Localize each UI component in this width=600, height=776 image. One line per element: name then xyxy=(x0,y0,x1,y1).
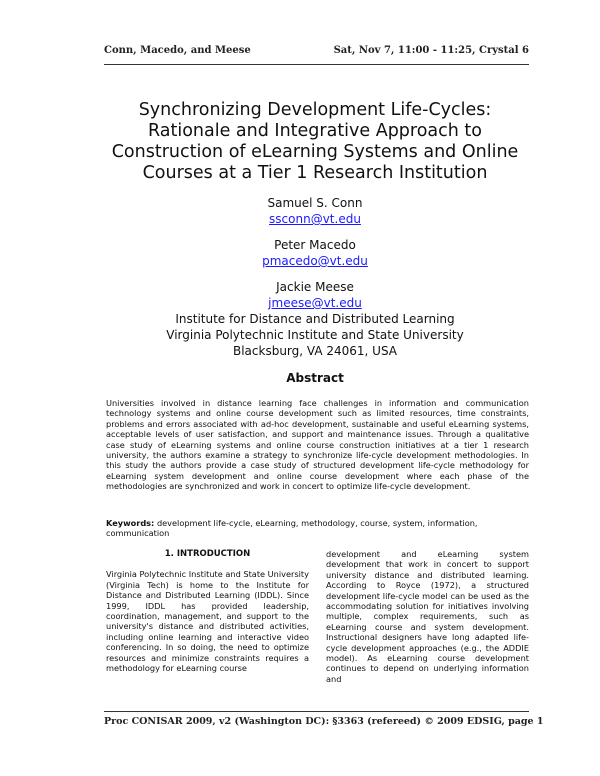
author-list xyxy=(100,195,530,359)
title-line: Synchronizing Development Life-Cycles: xyxy=(138,100,492,120)
affiliation-line: Virginia Polytechnic Institute and State University xyxy=(166,328,464,342)
abstract-body: Universities involved in distance learning face challenges in information and communication technology systems and online course development such as limited resources, time constraints, problems and errors associated with ad-hoc development, sustainable and useful eLearning systems, acceptable levels of user satisfaction, and support and maintenance issues. Through a qualitative case study of eLearning systems and online course construction initiatives at a tier 1 research university, the authors examine a strategy to synchronize life-cycle development methodologies. In this study the authors provide a case study of structured development life-cycle methodology for eLearning system development and online course development where each phase of the methodologies are synchronized and work in concert to optimize life-cycle development. xyxy=(106,398,529,492)
footer-rule xyxy=(104,711,529,712)
intro-right-column xyxy=(326,549,529,684)
affiliation-line: Institute for Distance and Distributed Learning xyxy=(175,312,455,326)
section-heading: 1. INTRODUCTION xyxy=(164,549,251,559)
author-macedo xyxy=(100,237,530,269)
author-name: Jackie Meese xyxy=(276,280,354,294)
keywords xyxy=(106,518,529,539)
title-line: Construction of eLearning Systems and Online xyxy=(111,142,519,162)
abstract-heading: Abstract xyxy=(286,371,344,385)
keywords-label: Keywords: xyxy=(106,518,155,528)
intro-left-text: Virginia Polytechnic Institute and State University (Virginia Tech) is home to the Institute for Distance and Distributed Learning (IDDL). Since 1999, IDDL has provided leadership, coordination, management, and support to the university's distance and distributed activities, including online learning and interactive video conferencing. In so doing, the need to optimize resources and minimize constraints requires a methodology for eLearning course xyxy=(106,569,309,674)
author-conn xyxy=(100,195,530,227)
keywords-text: development life-cycle, eLearning, methodology, course, system, information, communication xyxy=(106,518,478,539)
author-email-link[interactable]: ssconn@vt.edu xyxy=(269,212,361,226)
title-line: Rationale and Integrative Approach to xyxy=(147,121,482,141)
author-name: Peter Macedo xyxy=(274,238,356,252)
author-email-link[interactable]: pmacedo@vt.edu xyxy=(262,254,368,268)
affiliation-line: Blacksburg, VA 24061, USA xyxy=(232,344,397,358)
author-meese xyxy=(100,279,530,311)
paper-title xyxy=(70,100,560,184)
title-line: Courses at a Tier 1 Research Institution xyxy=(142,163,488,183)
header-session: Sat, Nov 7, 11:00 - 11:25, Crystal 6 xyxy=(333,45,529,56)
author-name: Samuel S. Conn xyxy=(267,196,363,210)
affiliation xyxy=(100,311,530,359)
page-footer: Proc CONISAR 2009, v2 (Washington DC): §3363 (refereed) © 2009 EDSIG, page 1 xyxy=(104,716,544,727)
intro-right-text: development and eLearning system development that work in concert to support university distance and distributed learning. According to Royce (1972), a structured development life-cycle model can be used as the accommodating solution for initiatives involving multiple, complex requirements, such as eLearning course and system development. Instructional designers have long adapted life-cycle development approaches (e.g., the ADDIE model). As eLearning course development continues to depend on underlying information and xyxy=(326,549,529,684)
header-rule xyxy=(104,64,529,65)
author-email-link[interactable]: jmeese@vt.edu xyxy=(268,296,362,310)
intro-left-column xyxy=(106,549,309,673)
running-header xyxy=(104,45,529,56)
header-authors: Conn, Macedo, and Meese xyxy=(104,45,251,56)
